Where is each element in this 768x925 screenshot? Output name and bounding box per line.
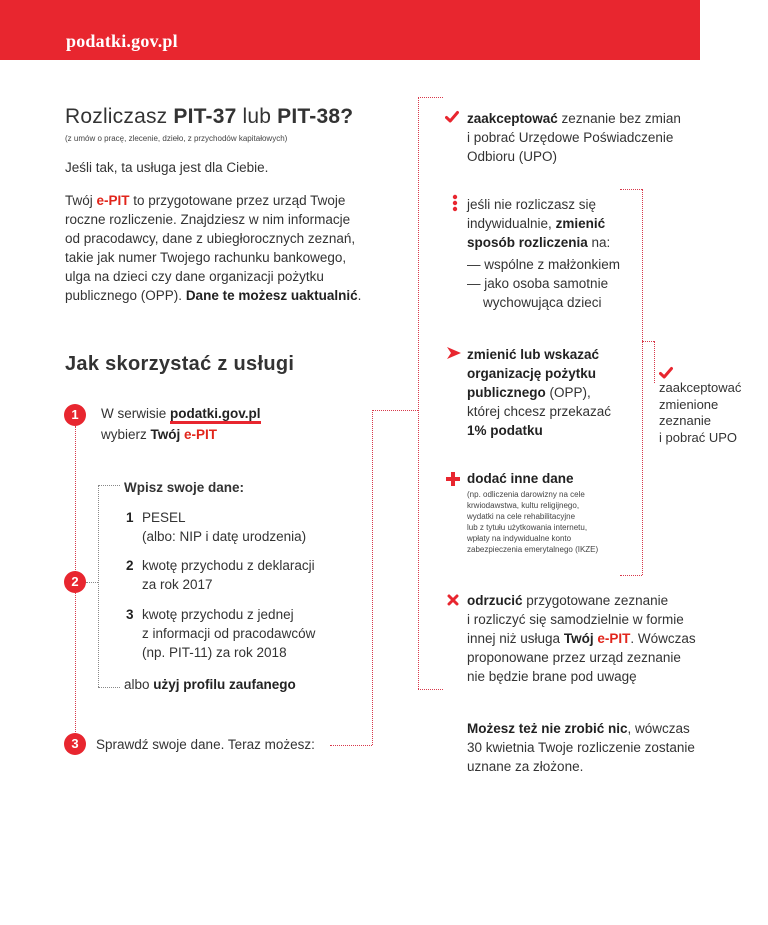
x-icon [447,594,459,606]
result-connector-down [654,341,655,383]
vertical-dots-icon [452,194,458,212]
modify-bracket [642,189,643,575]
step-2-bracket-link [86,582,98,583]
check-icon [445,110,459,124]
option-change-method[interactable]: jeśli nie rozliczasz się indywidualnie, zmienić sposób rozliczenia na: — wspólne z małżonkiem — jako osoba samotnie wychowująca dzieci [467,197,621,310]
do-nothing-note: Możesz też nie zrobić nic, wówczas 30 kwietnia Twoje rozliczenie zostanie uznane za złożone. [467,721,695,774]
podatki-link[interactable]: podatki.gov.pl [170,406,261,424]
options-bracket-top [418,97,443,98]
step-1-text: W serwisie podatki.gov.pl wybierz Twój e-PIT [101,406,261,442]
connector-to-options [372,410,418,411]
section-heading: Jak skorzystać z usługi [65,353,295,375]
brand-logo[interactable]: podatki.gov.pl [66,31,178,51]
step-2-heading: Wpisz swoje dane: [124,480,245,495]
step-3-text: Sprawdź swoje dane. Teraz możesz: [96,737,315,752]
title-subtitle: (z umów o pracę, zlecenie, dzieło, z przychodów kapitałowych) [65,134,288,143]
options-bracket [418,97,419,689]
add-data-notes: (np. odliczenia darowizny na cele krwiodawstwa, kultu religijnego, wydatki na cele rehabilitacyjne lub z tytułu użytkowania internetu, wpłaty na indywidualne konto zabezpieczenia emerytalnego (IKZE) [467,490,599,554]
connector-step3 [330,745,372,746]
step-2-item-1: 1 PESEL (albo: NIP i datę urodzenia) [126,510,307,544]
modify-bracket-bottom [620,575,642,576]
arrow-right-icon [446,346,462,360]
modify-bracket-top [620,189,642,190]
connector-vertical [372,410,373,745]
option-opp[interactable]: zmienić lub wskazać organizację pożytku publicznego (OPP), której chcesz przekazać 1% podatku [467,347,612,438]
result-text: zaakceptować zmienione zeznanie i pobrać UPO [659,380,742,445]
result-connector [642,341,654,342]
step-2-badge: 2 [64,571,86,593]
option-accept[interactable]: zaakceptować zeznanie bez zmian i pobrać Urzędowe Poświadczenie Odbioru (UPO) [467,111,681,164]
step-2-bracket-top [98,485,120,486]
option-add-data[interactable]: dodać inne dane [467,471,574,486]
intro-paragraph-1: Jeśli tak, ta usługa jest dla Ciebie. [65,160,269,175]
step-3-badge: 3 [64,733,86,755]
options-bracket-bottom [418,689,443,690]
check-icon [659,366,673,380]
option-reject[interactable]: odrzucić przygotowane zeznanie i rozliczyć się samodzielnie w formie innej niż usługa Twój e-PIT. Wówczas proponowane przez urząd zeznanie nie będzie brane pod uwagę [467,593,696,684]
plus-icon [446,472,460,486]
step-2-bracket-bottom [98,687,120,688]
intro-paragraph-2: Twój e-PIT to przygotowane przez urząd Twoje roczne rozliczenie. Znajdziesz w nim informacje od pracodawcy, dane z ubiegłorocznych zeznań, takie jak numer Twojego rachunku bankowego, ulga na dzieci czy dane organizacji pożytku publicznego (OPP). Dane te możesz uaktualnić. [65,193,362,303]
step-2-bracket [98,485,99,687]
page-title: Rozliczasz PIT-37 lub PIT-38? [65,105,354,128]
trusted-profile-option[interactable]: albo użyj profilu zaufanego [124,677,296,692]
step-2-item-2: 2 kwotę przychodu z deklaracji za rok 2017 [126,558,315,592]
step-1-badge: 1 [64,404,86,426]
step-2-item-3: 3 kwotę przychodu z jednej z informacji od pracodawców (np. PIT-11) za rok 2018 [126,607,316,660]
